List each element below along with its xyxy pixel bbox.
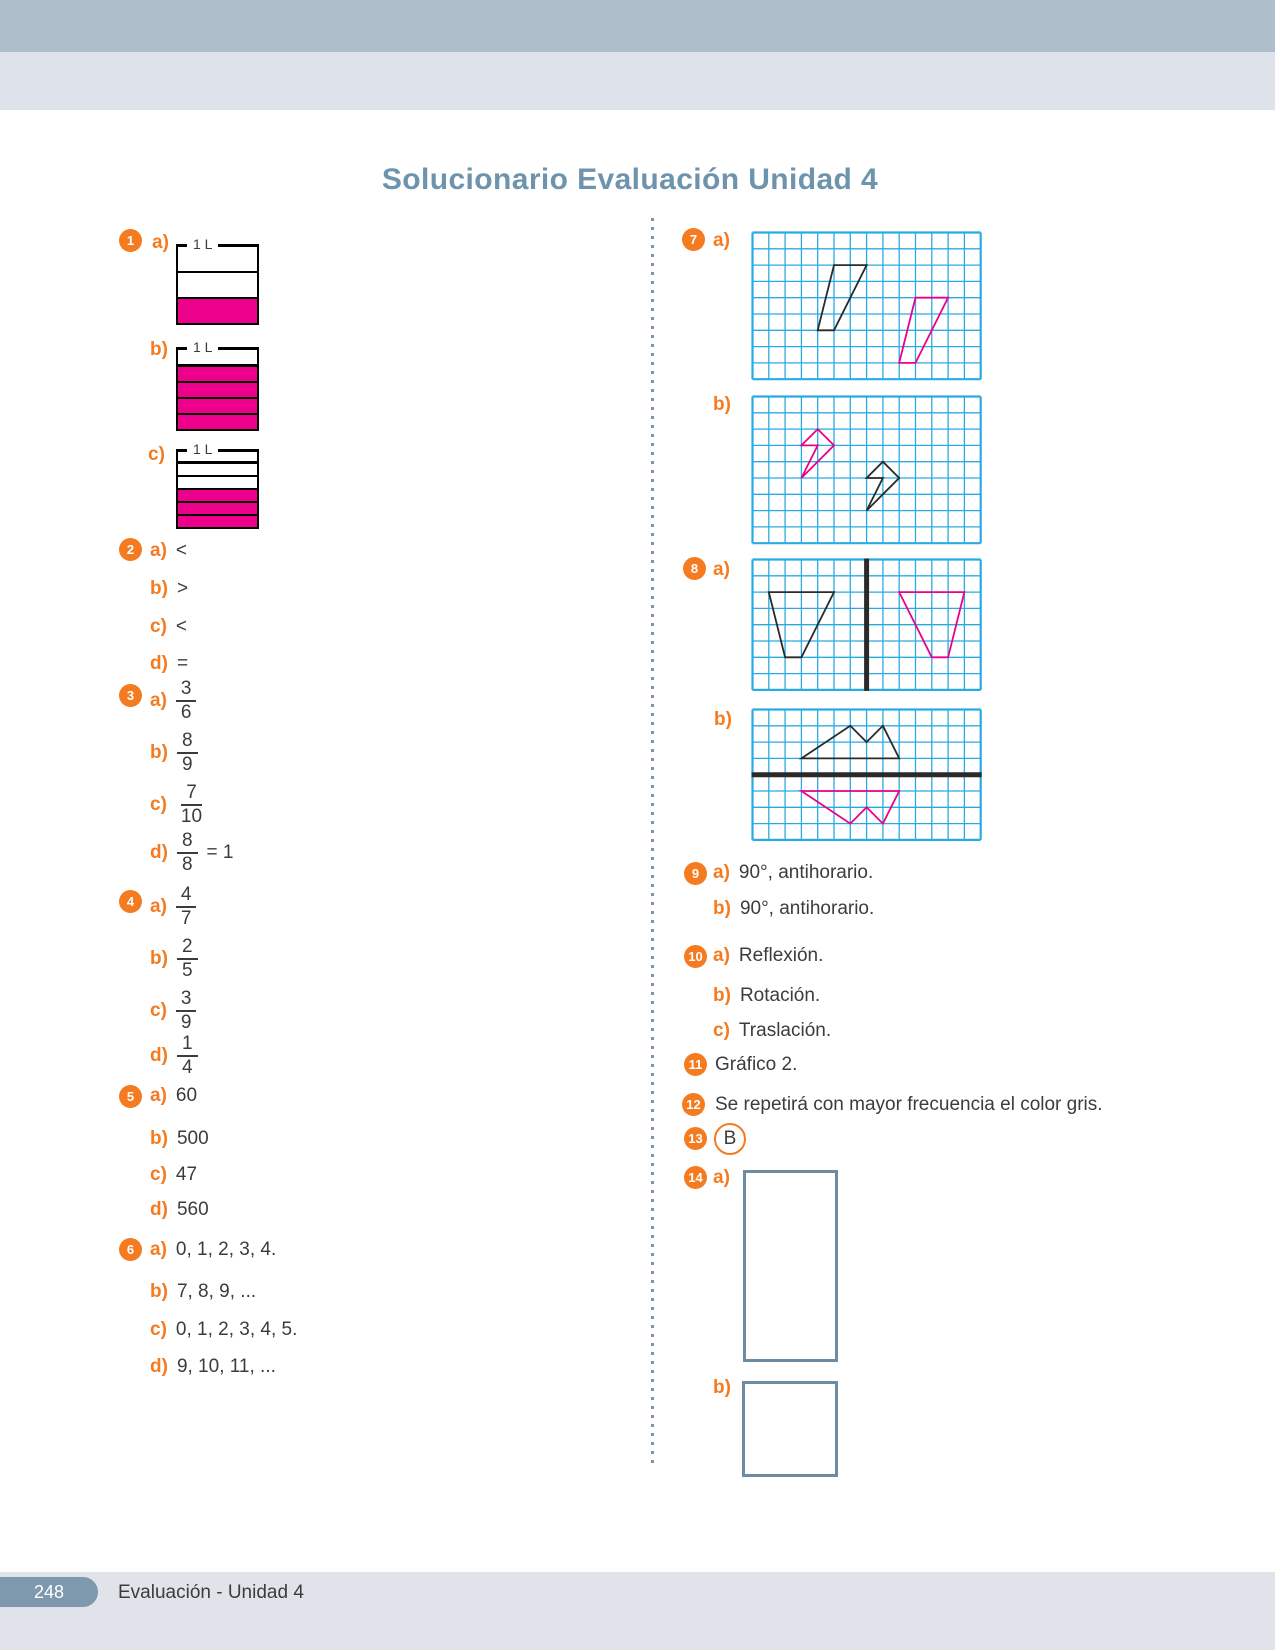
fraction-row (150, 936, 198, 982)
part-letter: b) (713, 898, 731, 919)
part-letter: c) (713, 1020, 730, 1041)
numerator: 8 (177, 830, 198, 854)
denominator: 7 (180, 908, 192, 929)
answer-row (150, 579, 188, 600)
reflection-grid-b (751, 708, 982, 841)
part-letter: a) (150, 1239, 167, 1260)
answer-text: 0, 1, 2, 3, 4. (175, 1239, 277, 1260)
answer-rectangle (743, 1170, 838, 1362)
answer-text: 90°, antihorario. (738, 862, 874, 883)
answer-row (150, 617, 187, 638)
part-letter: d) (150, 841, 168, 863)
answer-text: > (176, 578, 189, 599)
question-number-badge: 3 (119, 684, 142, 707)
filled-stripe (178, 413, 257, 429)
denominator: 9 (181, 754, 193, 775)
answer-text: Se repetirá con mayor frecuencia el color gris. (715, 1094, 1103, 1115)
denominator: 4 (181, 1057, 193, 1078)
part-letter: c) (150, 1319, 167, 1340)
question-number-badge: 7 (682, 228, 705, 251)
part-letter: c) (150, 793, 167, 815)
answer-row (713, 946, 823, 967)
answer-text: = (176, 653, 189, 674)
question-number-badge: 11 (684, 1053, 707, 1076)
answer-row (150, 1357, 276, 1378)
answer-text: Rotación. (739, 985, 821, 1006)
fraction (177, 1033, 198, 1079)
answer-text: 90°, antihorario. (739, 898, 875, 919)
answer-text: < (175, 540, 188, 561)
part-letter: b) (150, 947, 168, 969)
part-letter: b) (150, 578, 168, 599)
question-number-badge: 14 (684, 1166, 707, 1189)
page-number-pill: 248 (0, 1577, 98, 1607)
part-letter: a) (150, 540, 167, 561)
part-letter: a) (713, 1167, 730, 1188)
answer-row (150, 541, 187, 562)
column-divider-dotted (651, 218, 654, 1465)
empty-stripe (178, 461, 257, 475)
part-letter: a) (713, 559, 730, 580)
question-number-badge: 12 (682, 1093, 705, 1116)
fraction-row (150, 988, 196, 1034)
filled-stripe (178, 297, 257, 323)
answer-text: < (175, 616, 188, 637)
filled-stripe (178, 501, 257, 514)
answer-row (150, 1165, 197, 1186)
reflection-grid-a (751, 558, 982, 691)
part-letter: a) (152, 232, 169, 253)
part-letter: a) (713, 230, 730, 251)
beaker-capacity-label: 1 L (187, 441, 218, 457)
footer-section-label: Evaluación - Unidad 4 (118, 1582, 304, 1603)
numerator: 4 (176, 884, 197, 908)
part-letter: a) (713, 945, 730, 966)
filled-stripe (178, 514, 257, 527)
answer-square (742, 1381, 838, 1477)
part-letter: c) (148, 444, 165, 465)
filled-stripe (178, 397, 257, 413)
part-letter: c) (150, 1164, 167, 1185)
filled-stripe (178, 381, 257, 397)
answer-row (150, 1129, 209, 1150)
fraction-row (150, 678, 205, 724)
part-letter: a) (150, 689, 167, 711)
filled-stripe (178, 488, 257, 501)
part-letter: b) (713, 985, 731, 1006)
page-title: Solucionario Evaluación Unidad 4 (381, 163, 879, 196)
question-number-badge: 13 (684, 1127, 707, 1150)
answer-row (713, 986, 820, 1007)
part-letter: c) (150, 616, 167, 637)
answer-text: 47 (175, 1164, 198, 1185)
beaker-diagram (176, 441, 259, 529)
part-letter: b) (150, 1128, 168, 1149)
fraction (177, 936, 198, 982)
question-number-badge: 6 (119, 1238, 142, 1261)
part-letter: b) (150, 741, 168, 763)
header-bar-light (0, 52, 1275, 110)
beaker-capacity-label: 1 L (187, 339, 218, 355)
question-number-badge: 4 (119, 890, 142, 913)
part-letter: b) (713, 394, 731, 415)
fraction-row (150, 782, 216, 828)
fraction (176, 884, 197, 930)
part-letter: d) (150, 1356, 168, 1377)
answer-text: 9, 10, 11, ... (176, 1356, 276, 1377)
numerator: 8 (177, 730, 198, 754)
part-letter: d) (150, 1044, 168, 1066)
circled-answer-letter: B (714, 1123, 746, 1155)
beaker-diagram (176, 236, 259, 325)
part-letter: a) (150, 1085, 167, 1106)
empty-stripe (178, 475, 257, 488)
question-number-badge: 2 (119, 538, 142, 561)
answer-row (150, 654, 188, 675)
part-letter: a) (150, 895, 167, 917)
fraction-row (150, 730, 207, 776)
question-number-badge: 8 (683, 557, 706, 580)
answer-text: Gráfico 2. (715, 1054, 798, 1075)
fraction (176, 782, 207, 828)
empty-stripe (178, 271, 257, 297)
translation-grid-a (751, 231, 982, 381)
question-number-badge: 5 (119, 1085, 142, 1108)
numerator: 1 (177, 1033, 198, 1057)
answer-text: 560 (176, 1199, 209, 1220)
part-letter: d) (150, 1199, 168, 1220)
fraction-row (150, 830, 233, 876)
question-number-badge: 9 (684, 862, 707, 885)
answer-text: 7, 8, 9, ... (176, 1281, 257, 1302)
fraction-row (150, 884, 196, 930)
answer-text: 60 (175, 1085, 198, 1106)
numerator: 2 (177, 936, 198, 960)
denominator: 6 (180, 702, 192, 723)
answer-row (150, 1282, 256, 1303)
part-letter: c) (150, 999, 167, 1021)
answer-row (150, 1320, 297, 1341)
question-number-badge: 1 (119, 229, 142, 252)
part-letter: d) (150, 653, 168, 674)
fraction (177, 830, 198, 876)
part-letter: b) (150, 1281, 168, 1302)
fraction (176, 678, 197, 724)
answer-text: Reflexión. (738, 945, 824, 966)
filled-stripe (178, 364, 257, 381)
numerator: 3 (176, 988, 197, 1012)
answer-row (150, 1086, 197, 1107)
fraction-row (150, 1033, 198, 1079)
fraction-suffix: = 1 (206, 841, 234, 863)
fraction (176, 988, 197, 1034)
beaker-diagram (176, 339, 259, 431)
part-letter: a) (713, 862, 730, 883)
answer-text: Traslación. (738, 1020, 832, 1041)
translation-grid-b (751, 395, 982, 545)
denominator: 10 (180, 806, 203, 827)
answer-row (150, 1200, 209, 1221)
answer-row (713, 1021, 831, 1042)
part-letter: b) (714, 709, 732, 730)
denominator: 9 (180, 1012, 192, 1033)
answer-row (713, 899, 874, 920)
numerator: 3 (176, 678, 197, 702)
answer-row (150, 1240, 276, 1261)
part-letter: b) (150, 339, 168, 360)
answer-row (713, 863, 873, 884)
beaker-capacity-label: 1 L (187, 236, 218, 252)
question-number-badge: 10 (684, 945, 707, 968)
fraction (177, 730, 198, 776)
answer-text: 0, 1, 2, 3, 4, 5. (175, 1319, 298, 1340)
answer-text: 500 (176, 1128, 209, 1149)
denominator: 5 (181, 960, 193, 981)
part-letter: b) (713, 1377, 731, 1398)
denominator: 8 (181, 854, 193, 875)
numerator: 7 (181, 782, 202, 806)
header-bar-dark (0, 0, 1275, 52)
